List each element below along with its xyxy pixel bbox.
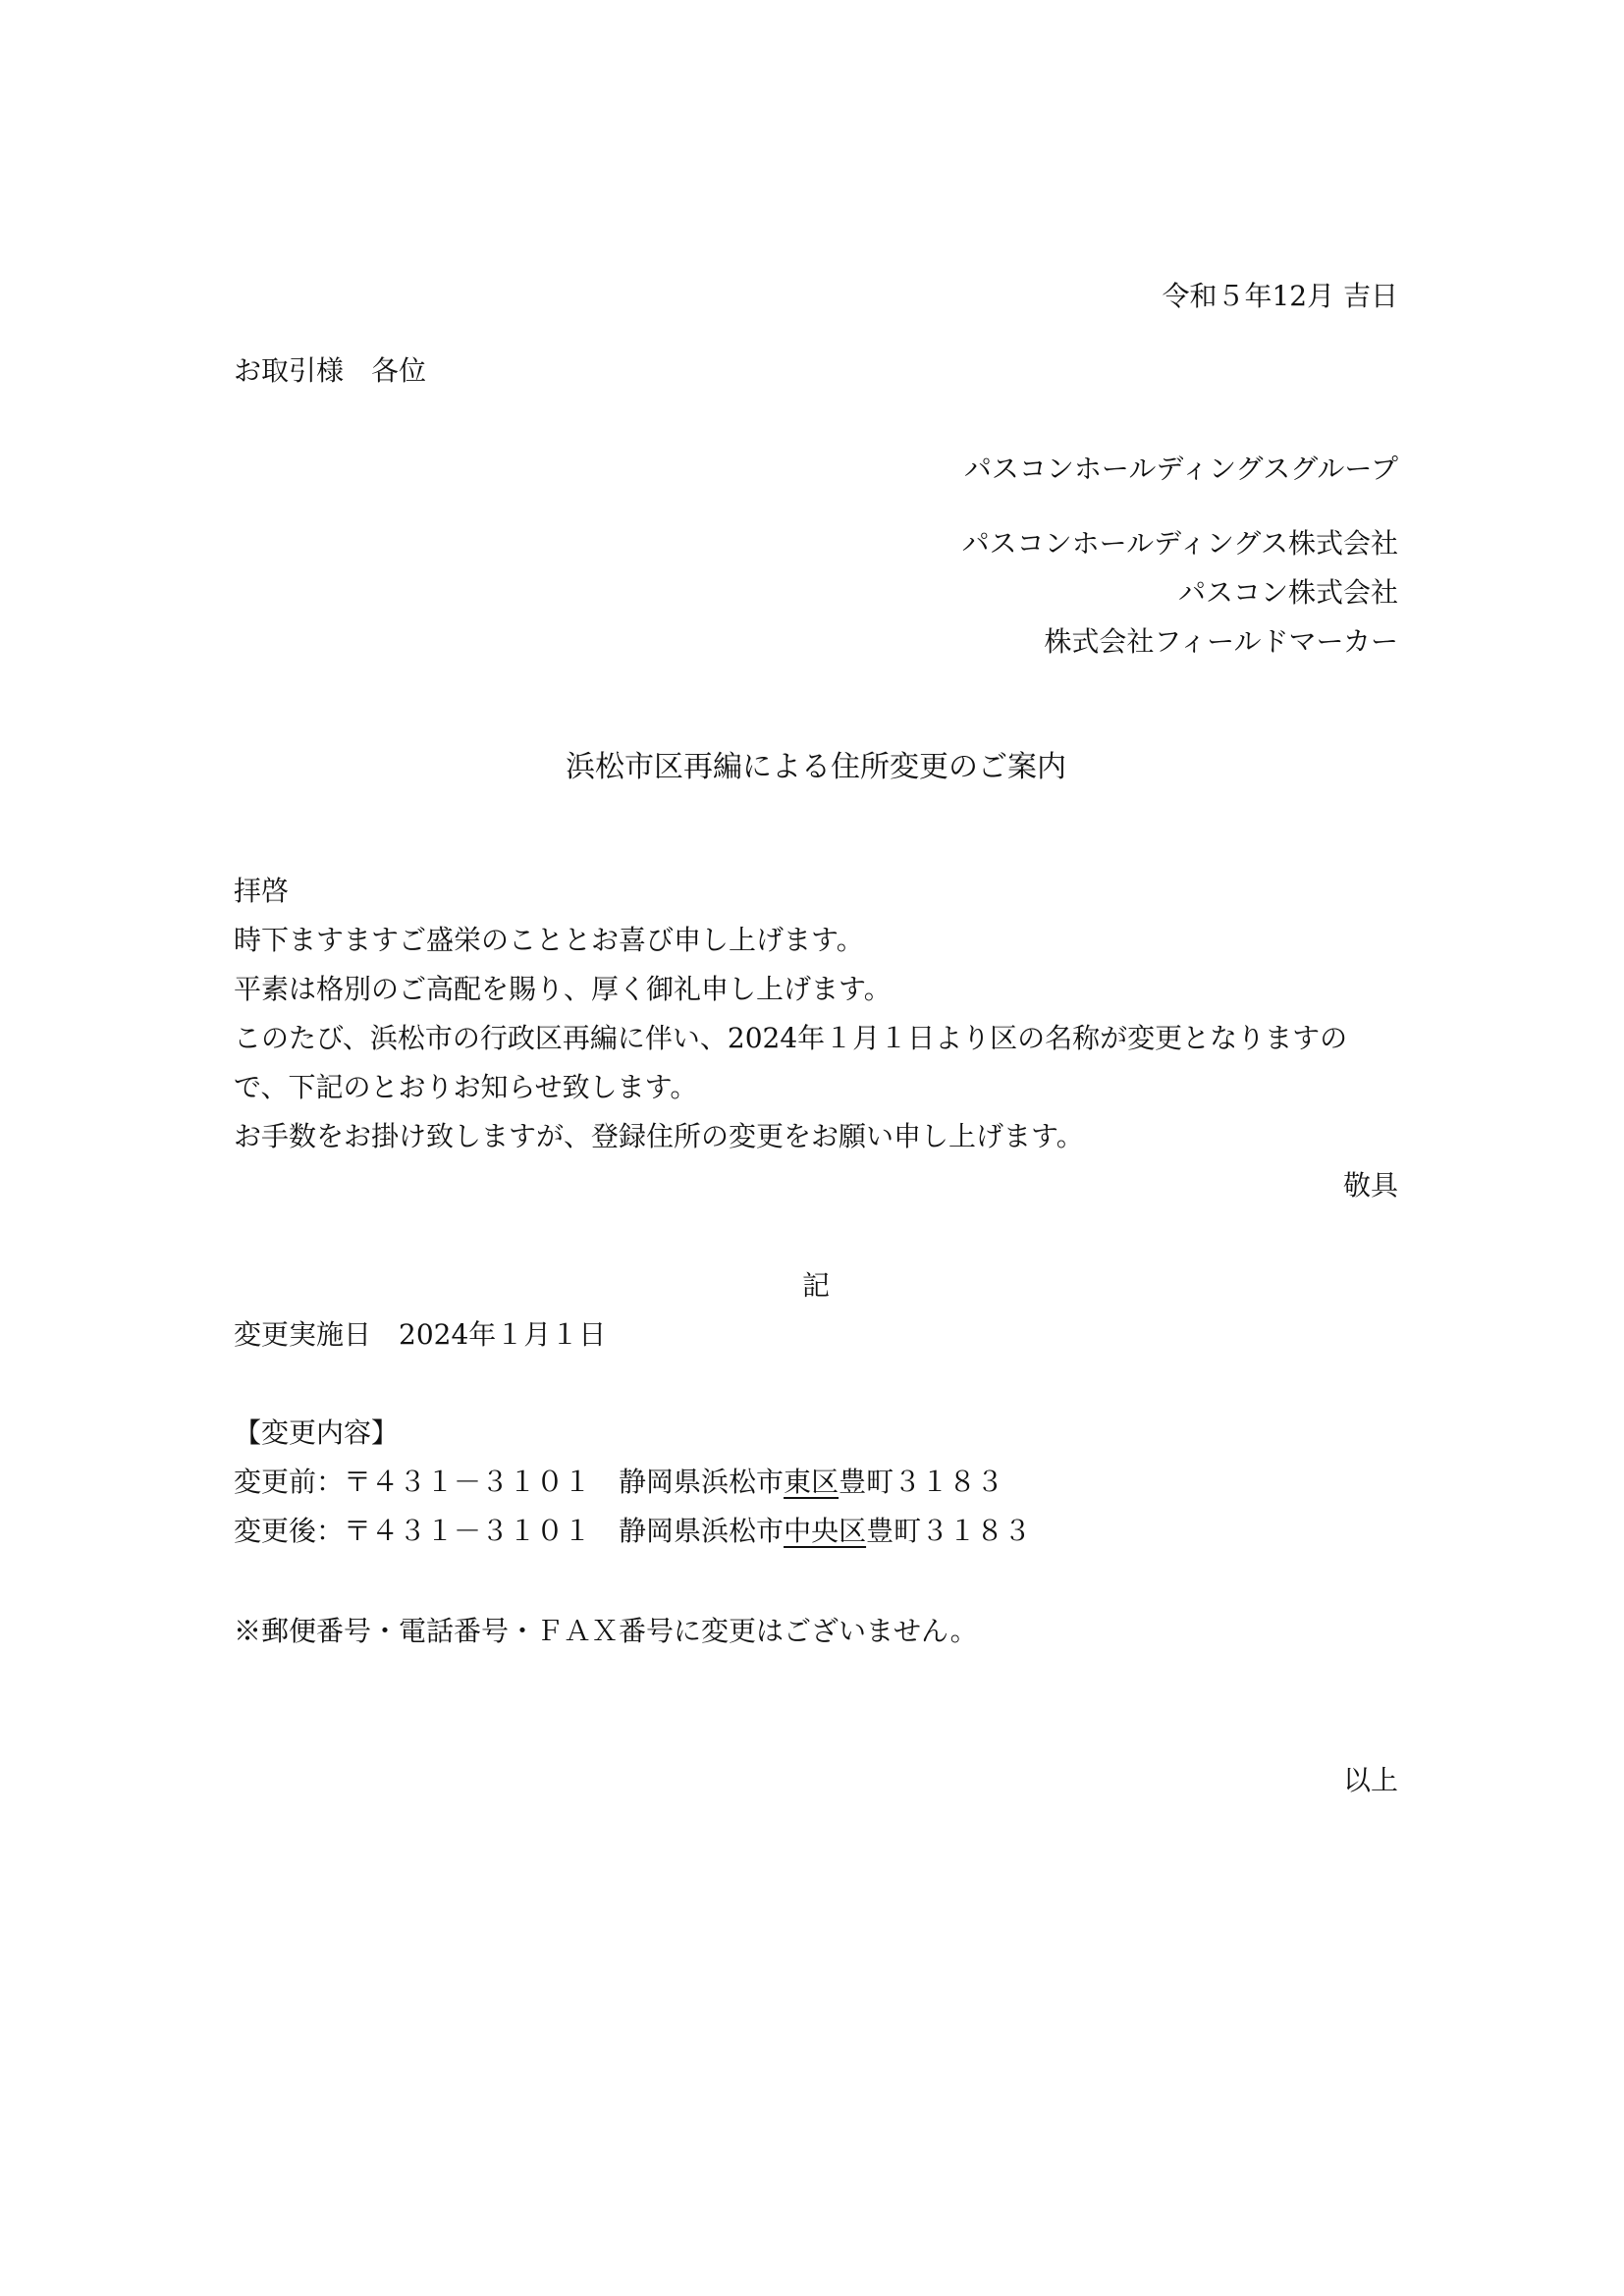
issue-date: 令和５年12月 吉日 xyxy=(1162,280,1398,312)
address-before-postal: 〒４３１－３１０１ xyxy=(344,1466,592,1498)
effective-date-value: 2024年１月１日 xyxy=(399,1318,607,1351)
address-before-row xyxy=(234,1463,1398,1502)
changes-heading: 【変更内容】 xyxy=(234,1416,400,1449)
salutation-opening: 拝啓 xyxy=(234,875,290,907)
document-title: 浜松市区再編による住所変更のご案内 xyxy=(566,750,1066,784)
address-before-suffix: 豊町３１８３ xyxy=(839,1466,1004,1498)
company-name-3: 株式会社フィールドマーカー xyxy=(1044,625,1398,658)
address-after-ward: 中央区 xyxy=(784,1515,867,1547)
body-paragraph-1: 時下ますますご盛栄のこととお喜び申し上げます。 xyxy=(234,924,864,956)
effective-date-label: 変更実施日 xyxy=(234,1318,372,1351)
effective-date-row xyxy=(234,1315,1398,1355)
address-before-ward: 東区 xyxy=(784,1466,839,1498)
recipient: お取引様 各位 xyxy=(234,354,427,387)
address-after-row xyxy=(234,1512,1398,1551)
address-before-label: 変更前： xyxy=(234,1466,345,1498)
notice-heading: 記 xyxy=(801,1269,830,1302)
address-after-label: 変更後： xyxy=(234,1515,345,1547)
group-name: パスコンホールディングスグループ xyxy=(963,453,1398,485)
body-paragraph-4: で、下記のとおりお知らせ致します。 xyxy=(234,1071,698,1103)
body-paragraph-3: このたび、浜松市の行政区再編に伴い、2024年１月１日より区の名称が変更となりますの xyxy=(234,1022,1348,1054)
address-after-prefix: 静岡県浜松市 xyxy=(619,1515,785,1547)
body-paragraph-2: 平素は格別のご高配を賜り、厚く御礼申し上げます。 xyxy=(234,973,892,1005)
body-paragraph-5: お手数をお掛け致しますが、登録住所の変更をお願い申し上げます。 xyxy=(234,1120,1084,1152)
address-before-prefix: 静岡県浜松市 xyxy=(619,1466,785,1498)
unchanged-note: ※郵便番号・電話番号・ＦＡＸ番号に変更はございません。 xyxy=(234,1615,978,1647)
salutation-closing: 敬具 xyxy=(1342,1169,1398,1201)
address-after-suffix: 豊町３１８３ xyxy=(866,1515,1032,1547)
company-name-2: パスコン株式会社 xyxy=(1177,576,1398,609)
end-mark: 以上 xyxy=(1342,1764,1398,1796)
address-after-postal: 〒４３１－３１０１ xyxy=(344,1515,592,1547)
company-name-1: パスコンホールディングス株式会社 xyxy=(961,527,1398,560)
